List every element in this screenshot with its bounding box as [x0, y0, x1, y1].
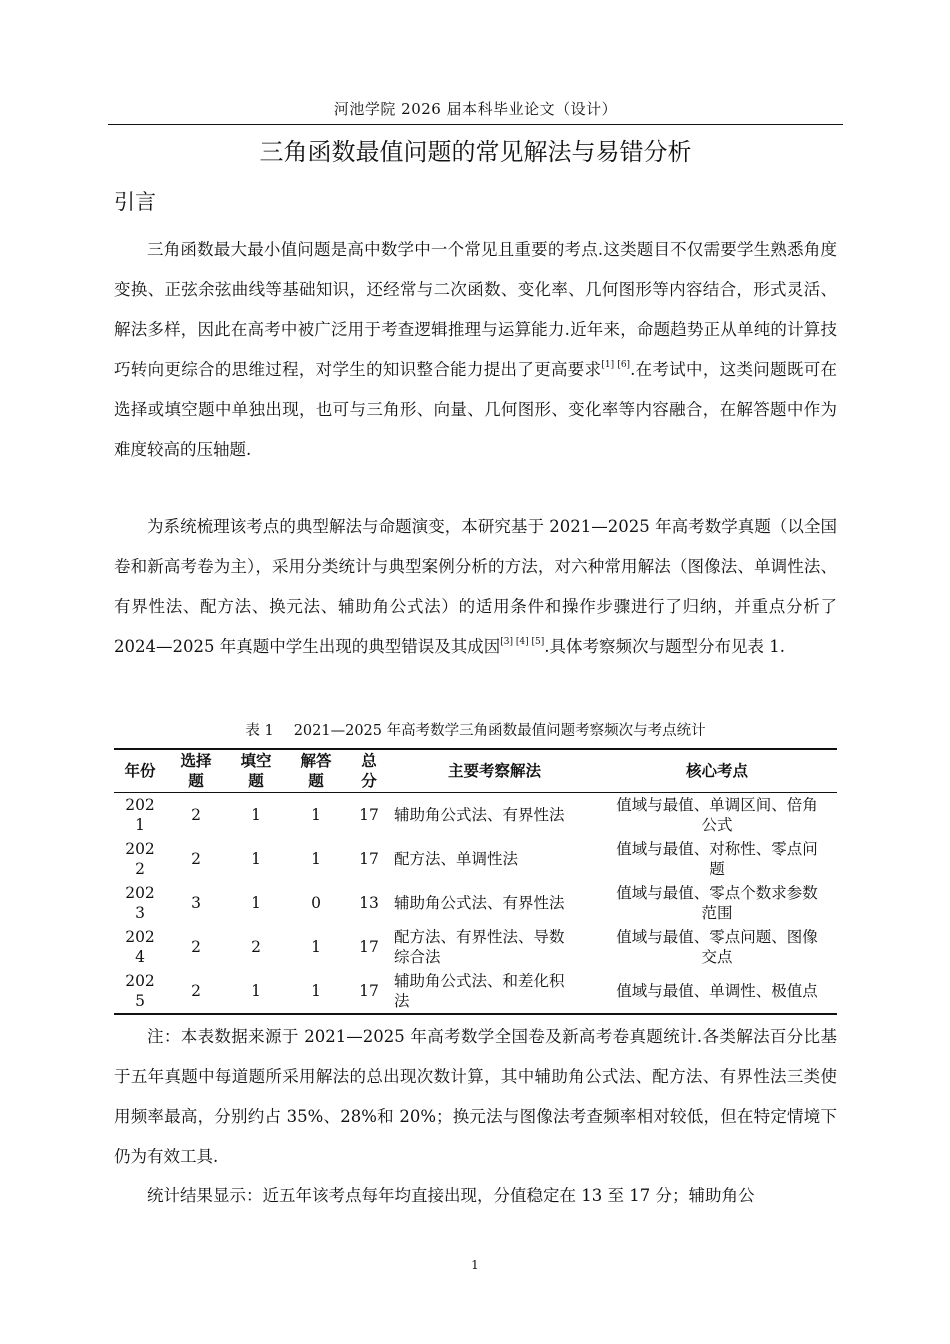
cell-answer: 1 [311, 850, 321, 868]
table-row [114, 793, 837, 838]
table-row [114, 925, 837, 969]
cell-answer: 1 [311, 806, 321, 824]
cell-total: 17 [359, 806, 379, 824]
page-number: 1 [471, 1258, 479, 1272]
citation-2[interactable]: [3] [4] [5] [500, 637, 545, 647]
cell-total: 17 [346, 969, 392, 1014]
cell-points: 值域与最值、对称性、零点问题 [616, 840, 818, 878]
cell-points: 值域与最值、零点问题、图像交点 [616, 928, 818, 966]
cell-choice: 2 [191, 850, 201, 868]
cell-year: 2024 [125, 928, 155, 966]
table-caption-text: 2021—2025 年高考数学三角函数最值问题考察频次与考点统计 [293, 723, 706, 739]
cell-blank: 1 [251, 850, 261, 868]
cell-choice: 3 [191, 894, 201, 912]
cell-total: 17 [359, 850, 379, 868]
paragraph-1-tail: .在考试中，这类问题既可在选择或填空题中单独出现，也可与三角形、向量、几何图形、变化率等内容融合，在解答题中作为难度较高的压轴题. [114, 360, 838, 459]
table-header-row [114, 749, 837, 793]
cell-choice: 2 [191, 938, 201, 956]
cell-method: 配方法、单调性法 [394, 850, 519, 868]
cell-points: 值域与最值、零点个数求参数范围 [616, 884, 818, 922]
paragraph-2-text: 为系统梳理该考点的典型解法与命题演变，本研究基于 2021—2025 年高考数学真题（以全国卷和新高考卷为主），采用分类统计与典型案例分析的方法，对六种常用解法（图像法、单调性法、有界性法、配方法、换元法、辅助角公式法）的适用条件和操作步骤进行了归纳，并重点分析了 2024—2025 年真题中学生出现的典型错误及其成因 [114, 517, 837, 656]
paper-title: 三角函数最值问题的常见解法与易错分析 [259, 138, 692, 166]
header-blank: 填空题 [226, 749, 286, 793]
cell-points: 值域与最值、单调区间、倍角公式 [616, 796, 818, 834]
paragraph-2-tail: .具体考察频次与题型分布见表 1. [544, 637, 785, 656]
table-caption [108, 719, 843, 740]
cell-answer: 1 [286, 969, 346, 1014]
header-rule [108, 124, 843, 125]
table-row [114, 881, 837, 925]
header-choice: 选择题 [166, 749, 226, 793]
cell-points: 值域与最值、单调性、极值点 [597, 969, 837, 1014]
table-row [114, 969, 837, 1014]
header-points: 核心考点 [597, 749, 837, 793]
header-answer: 解答题 [286, 749, 346, 793]
cell-answer: 1 [311, 938, 321, 956]
cell-blank: 2 [251, 938, 261, 956]
cell-total: 17 [359, 938, 379, 956]
cell-blank: 1 [251, 806, 261, 824]
cell-year: 2023 [125, 884, 155, 922]
header-method: 主要考察解法 [392, 749, 597, 793]
cell-method: 辅助角公式法、和差化积法 [392, 969, 597, 1014]
header-year: 年份 [114, 749, 166, 793]
cell-blank: 1 [226, 969, 286, 1014]
paragraph-4: 统计结果显示：近五年该考点每年均直接出现，分值稳定在 13 至 17 分；辅助角公 [147, 1186, 755, 1205]
cell-choice: 2 [191, 806, 201, 824]
cell-method: 配方法、有界性法、导数综合法 [394, 928, 565, 966]
paragraph-2 [114, 507, 837, 667]
cell-year: 2022 [125, 840, 155, 878]
cell-choice: 2 [166, 969, 226, 1014]
running-header: 河池学院 2026 届本科毕业论文（设计） [333, 100, 618, 118]
cell-year: 2021 [125, 796, 155, 834]
cell-total: 13 [359, 894, 379, 912]
citation-1[interactable]: [1] [6] [601, 360, 631, 370]
cell-answer: 0 [311, 894, 321, 912]
table-note-paragraph: 注：本表数据来源于 2021—2025 年高考数学全国卷及新高考卷真题统计.各类解法百分比基于五年真题中每道题所采用解法的总出现次数计算，其中辅助角公式法、配方法、有界性法三类使用频率最高，分别约占 35%、28%和 20%；换元法与图像法考查频率相对较低，但在特定情境下仍为有效工具. [114, 1027, 837, 1166]
table-row [114, 837, 837, 881]
cell-method: 辅助角公式法、有界性法 [394, 806, 565, 824]
paragraph-1 [114, 230, 837, 470]
section-heading-introduction: 引言 [114, 190, 156, 214]
cell-blank: 1 [251, 894, 261, 912]
statistics-table [114, 748, 837, 1015]
cell-method: 辅助角公式法、有界性法 [394, 894, 565, 912]
paragraph-1-text: 三角函数最大最小值问题是高中数学中一个常见且重要的考点.这类题目不仅需要学生熟悉角度变换、正弦余弦曲线等基础知识，还经常与二次函数、变化率、几何图形等内容结合，形式灵活、解法多样，因此在高考中被广泛用于考查逻辑推理与运算能力.近年来，命题趋势正从单纯的计算技巧转向更综合的思维过程，对学生的知识整合能力提出了更高要求 [114, 240, 837, 379]
header-total: 总分 [346, 749, 392, 793]
table-caption-number: 表 1 [245, 723, 274, 739]
cell-year: 2025 [114, 969, 166, 1014]
